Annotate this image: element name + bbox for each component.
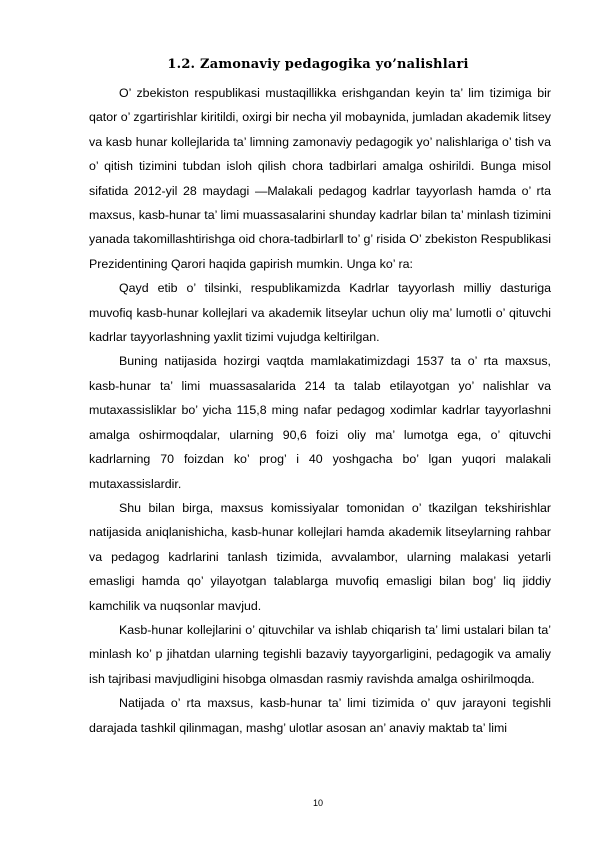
body-text	[89, 81, 551, 740]
paragraph-1: O’ zbekiston respublikasi mustaqillikka erishgandan keyin ta’ lim tizimiga bir qator o’ zgartirishlar kiritildi, oxirgi bir necha yil mobaynida, jumladan akademik litsey va kasb hunar kollejlarida ta’ limning zamonaviy pedagogik yo’ nalishlariga o’ tish va o’ qitish tizimini tubdan isloh qilish chora tadbirlari amalga oshirildi. Bunga misol sifatida 2012-yil 28 maydagi ―Malakali pedagog kadrlar tayyorlash hamda o’ rta maxsus, kasb-hunar ta’ limi muassasalarini shunday kadrlar bilan ta’ minlash tizimini yanada takomillashtirishga oid chora-tadbirlar‖ to’ g’ risida O’ zbekiston Respublikasi Prezidentining Qarori haqida gapirish mumkin. Unga ko’ ra:	[89, 86, 551, 271]
paragraph-3: Buning natijasida hozirgi vaqtda mamlakatimizdagi 1537 ta o’ rta maxsus, kasb-hunar ta’ limi muassasalarida 214 ta talab etilayotgan yo’ nalishlar va mutaxassisliklar bo’ yicha 115,8 ming nafar pedagog xodimlar kadrlar tayyorlashni amalga oshirmoqdalar, ularning 90,6 foizi oliy ma’ lumotga ega, o’ qituvchi kadrlarning 70 foizdan ko’ prog’ i 40 yoshgacha bo’ lgan yuqori malakali mutaxassislardir.	[89, 354, 551, 491]
paragraph-6: Natijada o’ rta maxsus, kasb-hunar ta’ limi tizimida o’ quv jarayoni tegishli darajada tashkil qilinmagan, mashg’ ulotlar asosan an’ anaviy maktab ta’ limi	[89, 696, 551, 735]
paragraph-2: Qayd etib o’ tilsinki, respublikamizda Kadrlar tayyorlash milliy dasturiga muvofiq kasb-hunar kollejlari va akademik litseylar uchun oliy ma’ lumotli o’ qituvchi kadrlar tayyorlashning yaxlit tizimi vujudga keltirilgan.	[89, 281, 551, 345]
paragraph-5: Kasb-hunar kollejlarini o’ qituvchilar va ishlab chiqarish ta’ limi ustalari bilan ta’ minlash ko’ p jihatdan ularning tegishli bazaviy tayyorgarligini, pedagogik va amaliy ish tajribasi mavjudligini hisobga olmasdan rasmiy ravishda amalga oshirilmoqda.	[89, 622, 551, 686]
paragraph-4: Shu bilan birga, maxsus komissiyalar tomonidan o’ tkazilgan tekshirishlar natijasida aniqlanishicha, kasb-hunar kollejlari hamda akademik litseylarning rahbar va pedagog kadrlarini tanlash tizimida, avvalambor, ularning malakasi yetarli emasligi hamda qo’ yilayotgan talablarga muvofiq emasligi bilan bog’ liq jiddiy kamchilik va nuqsonlar mavjud.	[89, 500, 551, 613]
page-number: 10	[312, 798, 323, 808]
section-heading: 1.2. Zamonaviy pedagogika yo’nalishlari	[167, 57, 469, 72]
